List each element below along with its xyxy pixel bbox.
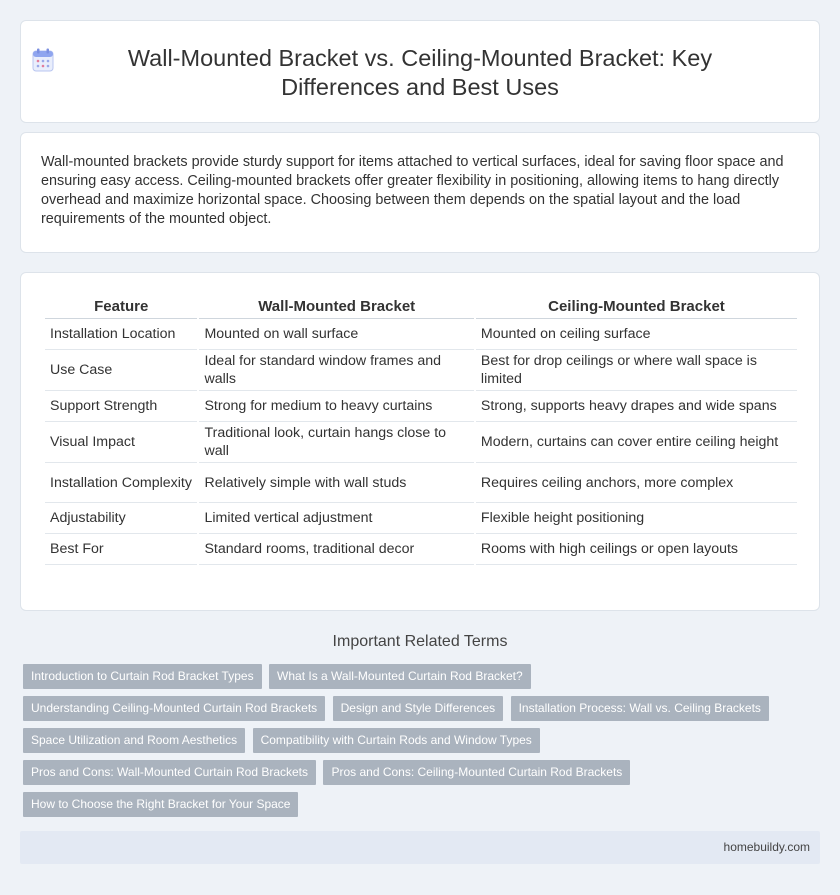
header-card xyxy=(20,20,820,123)
table-header-feature: Feature xyxy=(45,295,197,319)
related-terms-title: Important Related Terms xyxy=(332,633,508,650)
table-cell: Limited vertical adjustment xyxy=(199,503,473,534)
related-terms-list xyxy=(23,664,803,824)
intro-paragraph: Wall-mounted brackets provide sturdy support for items attached to vertical surfaces, ideal for saving floor space and ensuring easy access. Ceiling-mounted brackets offer greater flexibility in positioning, allowing items to hang directly overhead and maximize horizontal space. Choosing between them depends on the spatial layout and the load requirements of the mounted object. xyxy=(41,154,784,227)
table-cell: Installation Location xyxy=(45,319,197,350)
related-term-tag[interactable]: Understanding Ceiling-Mounted Curtain Rod Brackets xyxy=(23,696,325,721)
comparison-card xyxy=(20,272,820,611)
table-cell: Standard rooms, traditional decor xyxy=(199,534,473,565)
calendar-icon xyxy=(32,48,54,72)
table-row xyxy=(45,350,797,391)
table-row xyxy=(45,534,797,565)
table-cell: Use Case xyxy=(45,350,197,391)
related-term-tag[interactable]: Compatibility with Curtain Rods and Window Types xyxy=(253,728,540,753)
table-cell: Installation Complexity xyxy=(45,463,197,503)
table-row xyxy=(45,422,797,463)
table-cell: Best for drop ceilings or where wall space is limited xyxy=(476,350,797,391)
table-cell: Relatively simple with wall studs xyxy=(199,463,473,503)
table-cell: Adjustability xyxy=(45,503,197,534)
table-cell: Mounted on wall surface xyxy=(199,319,473,350)
table-cell: Mounted on ceiling surface xyxy=(476,319,797,350)
table-cell: Best For xyxy=(45,534,197,565)
related-term-tag[interactable]: Pros and Cons: Ceiling-Mounted Curtain Rod Brackets xyxy=(323,760,630,785)
related-term-tag[interactable]: Installation Process: Wall vs. Ceiling Brackets xyxy=(511,696,769,721)
table-cell: Traditional look, curtain hangs close to wall xyxy=(199,422,473,463)
comparison-table xyxy=(43,295,799,565)
table-cell: Visual Impact xyxy=(45,422,197,463)
table-cell: Strong, supports heavy drapes and wide spans xyxy=(476,391,797,422)
related-term-tag[interactable]: What Is a Wall-Mounted Curtain Rod Bracket? xyxy=(269,664,531,689)
table-cell: Strong for medium to heavy curtains xyxy=(199,391,473,422)
table-row xyxy=(45,463,797,503)
table-cell: Modern, curtains can cover entire ceiling height xyxy=(476,422,797,463)
table-header-wall: Wall-Mounted Bracket xyxy=(199,295,473,319)
related-term-tag[interactable]: How to Choose the Right Bracket for Your Space xyxy=(23,792,298,817)
footer xyxy=(20,831,820,864)
table-cell: Support Strength xyxy=(45,391,197,422)
table-row xyxy=(45,503,797,534)
table-cell: Requires ceiling anchors, more complex xyxy=(476,463,797,503)
footer-site-link[interactable]: homebuildy.com xyxy=(723,840,810,854)
related-term-tag[interactable]: Space Utilization and Room Aesthetics xyxy=(23,728,245,753)
table-cell: Flexible height positioning xyxy=(476,503,797,534)
intro-card xyxy=(20,132,820,253)
table-row xyxy=(45,391,797,422)
related-term-tag[interactable]: Introduction to Curtain Rod Bracket Types xyxy=(23,664,262,689)
related-term-tag[interactable]: Pros and Cons: Wall-Mounted Curtain Rod Brackets xyxy=(23,760,316,785)
related-term-tag[interactable]: Design and Style Differences xyxy=(333,696,504,721)
page-title: Wall-Mounted Bracket vs. Ceiling-Mounted Bracket: Key Differences and Best Uses xyxy=(127,45,713,100)
table-header-ceiling: Ceiling-Mounted Bracket xyxy=(476,295,797,319)
table-cell: Rooms with high ceilings or open layouts xyxy=(476,534,797,565)
table-row xyxy=(45,319,797,350)
table-cell: Ideal for standard window frames and walls xyxy=(199,350,473,391)
